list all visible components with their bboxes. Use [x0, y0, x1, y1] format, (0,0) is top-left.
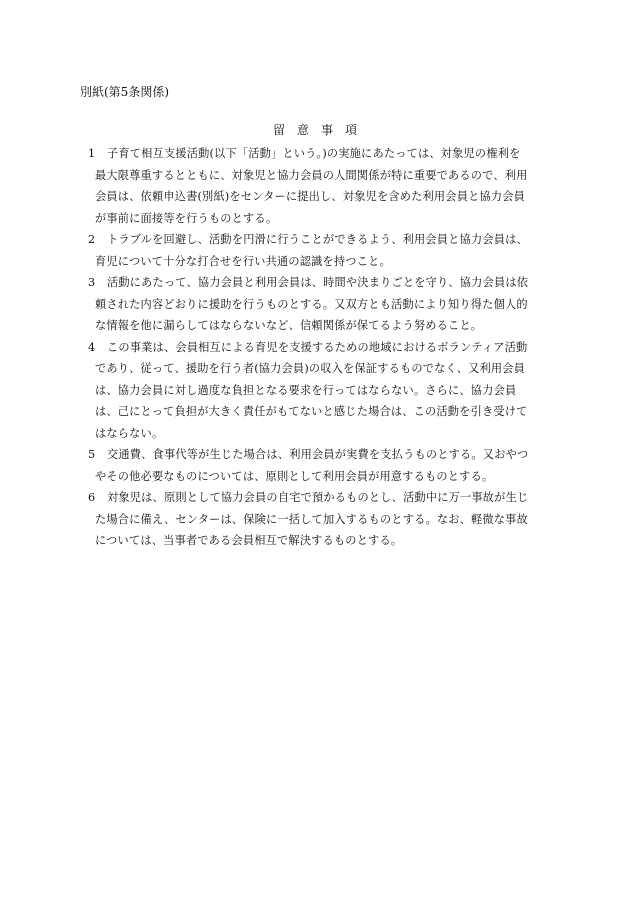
note-number: 5: [88, 448, 96, 461]
note-line: はならない。: [95, 426, 164, 440]
note-line: は、協力会員に対し過度な負担となる要求を行ってはならない。さらに、協力会員: [95, 383, 517, 397]
note-number: 4: [88, 340, 96, 354]
note-line: トラブルを回避し、活動を円滑に行うことができるよう、利用会員と協力会員は、: [107, 233, 528, 246]
note-item-5: [88, 444, 554, 487]
note-number: 3: [88, 276, 96, 289]
note-line: た場合に備え、センターは、保険に一括して加入するものとする。なお、軽微な事故: [95, 512, 528, 526]
note-line: この事業は、会員相互による育児を支援するための地域におけるボランティア活動: [107, 340, 528, 354]
note-line: であり、従って、援助を行う者(協力会員)の収入を保証するものでなく、又利用会員: [95, 362, 526, 375]
note-number: 6: [88, 491, 96, 504]
note-line: 活動にあたって、協力会員と利用会員は、時間や決まりごとを守り、協力会員は依: [107, 276, 529, 289]
note-number: 1: [88, 147, 96, 160]
note-line: 対象児は、原則として協力会員の自宅で預かるものとし、活動中に万一事故が生じ: [107, 491, 529, 504]
attachment-label: 別紙(第5条関係): [80, 85, 169, 99]
note-line: な情報を他に漏らしてはならないなど、信頼関係が保てるよう努めること。: [95, 319, 483, 332]
note-line: が事前に面接等を行うものとする。: [95, 211, 278, 225]
note-item-4: [88, 337, 554, 445]
note-line: 育児について十分な打合せを行い共通の認識を持つこと。: [95, 254, 391, 268]
note-item-6: [88, 487, 554, 552]
note-line: 頼された内容どおりに援助を行うものとする。又双方とも活動により知り得た個人的: [95, 297, 528, 311]
note-item-3: [88, 272, 554, 337]
note-item-1: [88, 143, 554, 229]
note-line: については、当事者である会員相互で解決するものとする。: [95, 534, 403, 547]
note-line: 最大限尊重するとともに、対象児と協力会員の人間関係が特に重要であるので、利用: [95, 168, 528, 182]
notes-list: [88, 143, 554, 552]
note-line: 子育て相互支援活動(以下「活動」という。)の実施にあたっては、対象児の権利を: [107, 147, 521, 160]
note-line: 交通費、食事代等が生じた場合は、利用会員が実費を支払うものとする。又おやつ: [107, 448, 529, 461]
note-number: 2: [88, 233, 96, 246]
note-line: 会員は、依頼申込書(別紙)をセンターに提出し、対象児を含めた利用会員と協力会員: [95, 190, 526, 203]
note-item-2: [88, 229, 554, 272]
note-line: は、己にとって負担が大きく責任がもてないと感じた場合は、この活動を引き受けて: [95, 405, 528, 418]
document-title: 留意事項: [272, 123, 369, 137]
note-line: やその他必要なものについては、原則として利用会員が用意するものとする。: [95, 469, 494, 483]
